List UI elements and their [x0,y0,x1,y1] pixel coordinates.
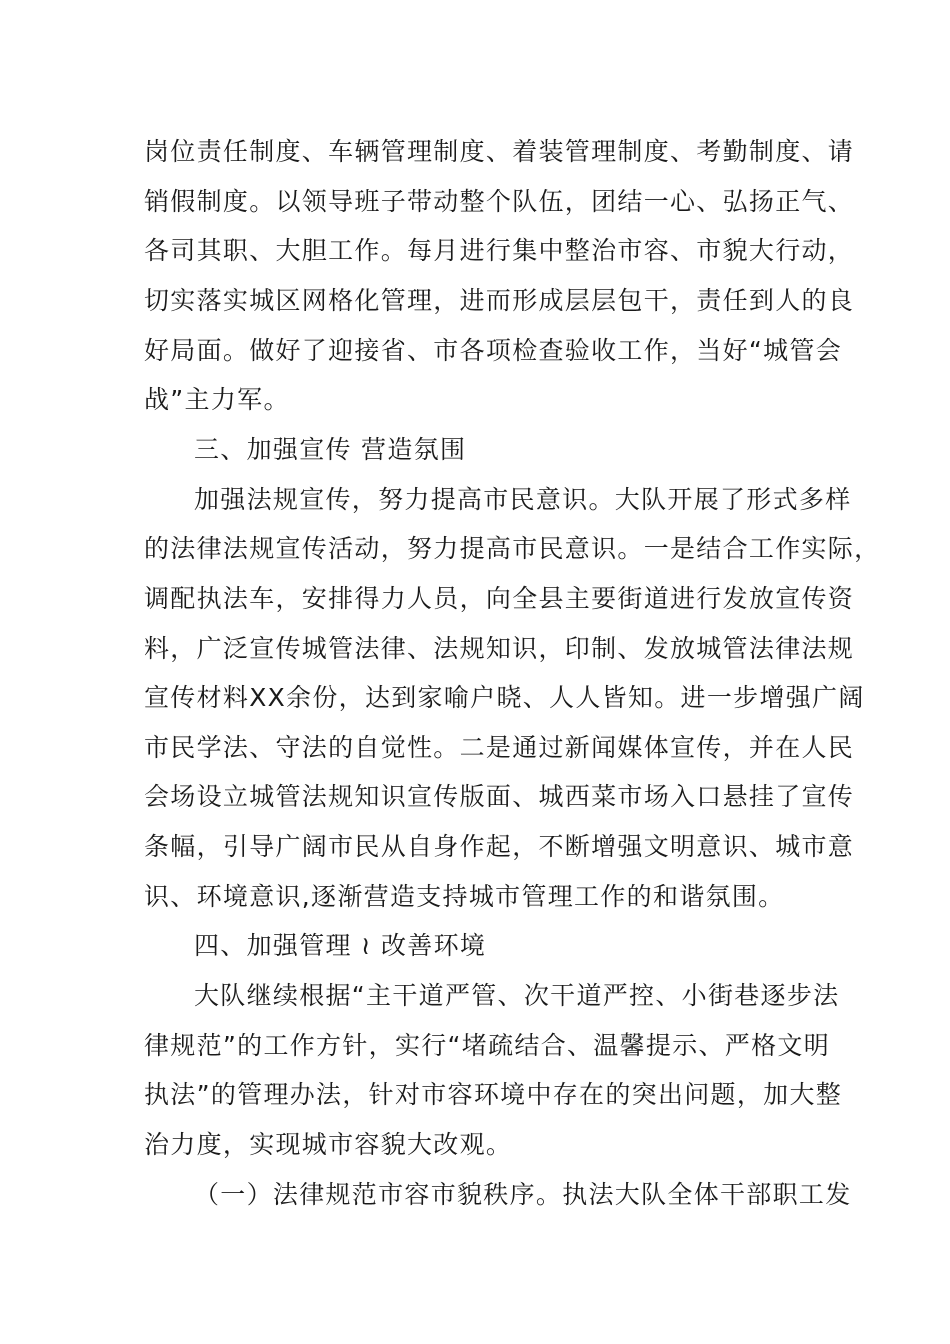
body-text-line: 市民学法、守法的自觉性。二是通过新闻媒体宣传，并在人民 [144,733,855,762]
body-text-line: 战”主力军。 [144,385,290,414]
body-text-line: 条幅，引导广阔市民从自身作起，不断增强文明意识、城市意 [144,832,855,861]
body-text-line: 料，广泛宣传城管法律、法规知识，印制、发放城管法律法规 [144,634,855,663]
section-heading-4: 四、加强管理 ≀ 改善环境 [194,931,487,960]
body-text-line: 各司其职、大胆工作。每月进行集中整治市容、市貌大行动， [144,236,855,265]
body-text-line: 律规范”的工作方针，实行“堵疏结合、温馨提示、严格文明 [144,1031,831,1060]
body-text-line: 治力度，实现城市容貌大改观。 [144,1130,513,1159]
body-text-line: 的法律法规宣传活动，努力提高市民意识。一是结合工作实际， [144,534,881,563]
body-text-line: 好局面。做好了迎接省、市各项检查验收工作，当好“城管会 [144,336,843,365]
body-text-line: 识、环境意识,逐渐营造支持城市管理工作的和谐氛围。 [144,882,785,911]
subsection-heading-1: （一）法律规范市容市貌秩序。执法大队全体干部职工发 [194,1180,852,1209]
paragraph-first-line: 加强法规宣传，努力提高市民意识。大队开展了形式多样 [194,485,852,514]
body-text-line: 会场设立城管法规知识宣传版面、城西菜市场入口悬挂了宣传 [144,782,855,811]
paragraph-first-line: 大队继续根据“主干道严管、次干道严控、小街巷逐步法 [194,981,840,1010]
body-text-line: 宣传材料XX余份，达到家喻户晓、人人皆知。进一步增强广阔 [144,683,865,712]
body-text-line: 执法”的管理办法，针对市容环境中存在的突出问题，加大整 [144,1080,843,1109]
body-text-line: 切实落实城区网格化管理，进而形成层层包干，责任到人的良 [144,286,855,315]
body-text-line: 销假制度。以领导班子带动整个队伍，团结一心、弘扬正气、 [144,187,855,216]
body-text-line: 岗位责任制度、车辆管理制度、着装管理制度、考勤制度、请 [144,137,855,166]
body-text-line: 调配执法车，安排得力人员，向全县主要街道进行发放宣传资 [144,584,855,613]
section-heading-3: 三、加强宣传 营造氛围 [194,435,467,464]
